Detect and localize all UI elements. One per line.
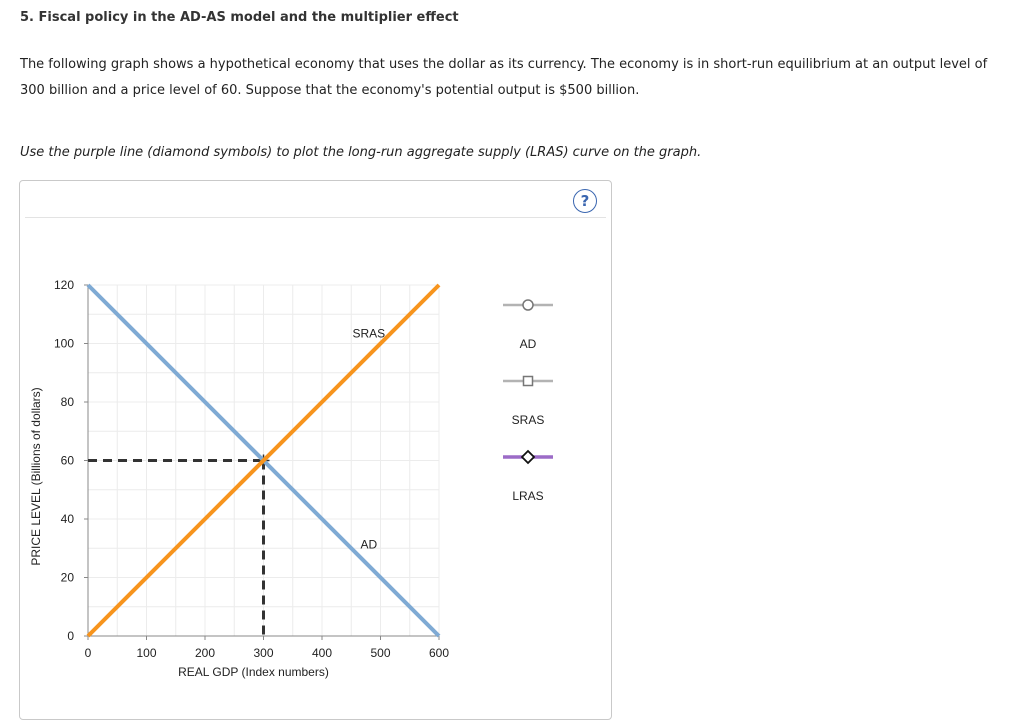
x-tick-label: 300 — [253, 646, 274, 660]
y-axis-label: PRICE LEVEL (Billions of dollars) — [29, 387, 43, 566]
circle-symbol-icon — [523, 300, 533, 310]
legend[interactable] — [503, 300, 553, 503]
y-tick-label: 40 — [60, 512, 74, 526]
help-icon[interactable]: ? — [573, 189, 597, 213]
legend-label: AD — [519, 337, 537, 351]
square-symbol-icon — [524, 377, 533, 386]
ad-as-chart[interactable] — [20, 181, 611, 719]
question-title: 5. Fiscal policy in the AD-AS model and the multiplier effect — [20, 10, 459, 25]
x-tick-label: 0 — [84, 646, 92, 660]
x-axis-label: REAL GDP (Index numbers) — [178, 665, 329, 679]
legend-label: LRAS — [512, 489, 544, 503]
x-tick-label: 500 — [370, 646, 391, 660]
graph-panel — [19, 180, 612, 720]
question-instruction: Use the purple line (diamond symbols) to plot the long-run aggregate supply (LRAS) curve on the graph. — [20, 145, 702, 160]
legend-item-sras[interactable] — [503, 377, 553, 428]
legend-item-lras[interactable] — [503, 451, 553, 503]
x-tick-label: 600 — [428, 646, 450, 660]
y-tick-label: 80 — [60, 395, 74, 409]
x-tick-label: 100 — [136, 646, 157, 660]
ad-curve-label: AD — [360, 537, 378, 552]
question-paragraph: The following graph shows a hypothetical economy that uses the dollar as its currency. The economy is in short-run equilibrium at an output level of 300 billion and a price level of 60. Suppose that the economy's potential output is $500 billion. — [20, 57, 988, 98]
y-tick-label: 60 — [60, 453, 74, 468]
y-tick-label: 100 — [53, 336, 74, 351]
diamond-symbol-icon — [522, 451, 534, 463]
y-tick-label: 0 — [67, 629, 74, 643]
y-tick-label: 20 — [60, 570, 74, 585]
legend-label: SRAS — [511, 413, 545, 427]
legend-item-ad[interactable] — [503, 300, 553, 351]
x-tick-label: 200 — [194, 646, 216, 660]
sras-curve-label: SRAS — [352, 326, 386, 341]
x-tick-label: 400 — [311, 646, 333, 660]
y-tick-label: 120 — [53, 278, 74, 292]
